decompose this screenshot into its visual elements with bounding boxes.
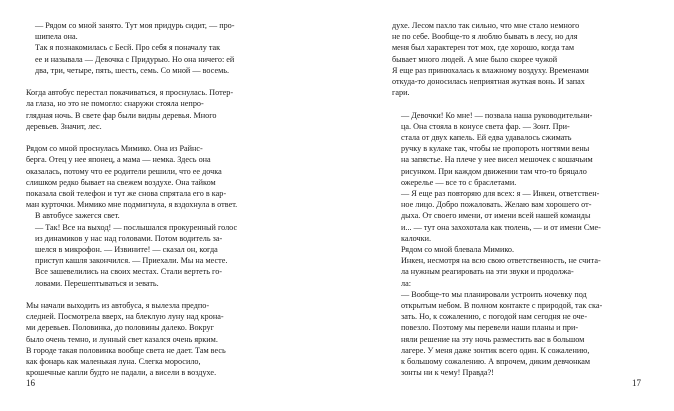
text-line: лагере. У меня даже зонтик всего один. К сожалению, — [401, 345, 590, 355]
text-line: показала свой телефон и тут же снова спрятала его в кар- — [26, 189, 227, 199]
paragraph — [26, 210, 304, 221]
text-line: было очень темно, и лунный свет казался очень ярким. — [26, 334, 218, 344]
text-line: — Рядом со мной занято. Тут моя придурь сидит, — про- — [35, 21, 235, 30]
text-line: зать. Но, к сожалению, с погодой нам сегодня не оче- — [401, 312, 588, 322]
text-line: В автобусе зажегся свет. — [35, 211, 120, 221]
text-line: Я еще раз принюхалась к влажному воздуху. Временами — [392, 65, 589, 75]
page-number-right: 17 — [632, 378, 641, 388]
text-line: ла глаза, но это не помогло: снаружи стояла непро- — [26, 99, 204, 109]
text-line: к большому сожалению. А впрочем, диким девчонкам — [401, 357, 591, 367]
page-number-left: 16 — [26, 378, 35, 388]
text-line: ла: — [401, 278, 412, 288]
paragraph — [26, 300, 304, 378]
text-line: как фонарь как маленькая луна. Слегка моросило, — [26, 357, 201, 367]
text-line: слишком редко бывает на свежем воздухе. Она тайком — [26, 177, 216, 187]
text-line: ман курточки. Мимико мне подмигнула, я вздохнула в ответ. — [26, 200, 238, 210]
text-line: берга. Отец у нее японец, а мама — немка. Здесь она — [26, 155, 211, 165]
text-line: зонты ни к чему! Правда?! — [401, 368, 494, 378]
text-line: глядная ночь. В свете фар были видны деревья. Много — [26, 110, 217, 120]
text-line: ное лицо. Добро пожаловать. Желаю вам хорошего от- — [401, 200, 592, 210]
paragraph — [26, 143, 304, 210]
paragraph — [26, 42, 304, 76]
text-line: рисунком. При каждом движении там что-то бряцало — [401, 166, 587, 176]
paragraph — [392, 188, 648, 244]
text-line: бывает много людей. А мне было скорее чужой — [392, 54, 558, 64]
paragraph — [392, 110, 648, 188]
text-line: ожерелье — все то с браслетами. — [401, 177, 517, 187]
text-line: Инкен, несмотря на всю свою ответственность, не счита- — [401, 256, 601, 266]
text-line: калочки. — [401, 233, 432, 243]
paragraph — [26, 222, 304, 267]
text-line: крошечные капли будто не падали, а висели в воздухе. — [26, 368, 217, 378]
text-line: оказалась, потому что ее родители решили, что ее дочка — [26, 166, 222, 176]
paragraph — [392, 20, 648, 98]
paragraph — [26, 266, 304, 288]
text-line: Рядом со мной проснулась Мимико. Она из Райнс- — [26, 144, 203, 154]
text-line: гари. — [392, 88, 410, 98]
text-line: на запястье. На плече у нее висел мешочек с кошачьим — [401, 155, 593, 165]
text-line: шелся в микрофон. — Извините! — сказал он, когда — [35, 245, 218, 255]
paragraph — [392, 289, 648, 379]
text-line: духе. Лесом пахло так сильно, что мне стало немного — [392, 21, 580, 30]
text-line: — Так! Все на выход! — послышался прокуренный голос — [35, 222, 238, 232]
paragraph — [392, 244, 648, 255]
text-line: дыха. От своего имени, от имени всей нашей команды — [401, 211, 591, 221]
text-line: — Вообще-то мы планировали устроить ночевку под — [401, 289, 587, 299]
text-line: открытым небом. В полном контакте с природой, так ска- — [401, 301, 603, 311]
text-line: ее и называла — Девочка с Придурью. Но она ничего: ей — [35, 54, 235, 64]
text-line: следней. Посмотрела вверх, на блеклую луну над крона- — [26, 312, 224, 322]
paragraph — [26, 87, 304, 132]
text-line: ручку в кулаке так, чтобы не пропороть ногтями вены — [401, 144, 590, 154]
text-line: деревьев. Значит, лес. — [26, 121, 102, 131]
text-line: Все зашевелились на своих местах. Стали вертеть го- — [35, 267, 223, 277]
text-line: и... — тут она захохотала как тюлень, — и от имени Сме- — [401, 222, 601, 232]
text-line: не по себе. Вообще-то я люблю бывать в лесу, но для — [392, 32, 578, 42]
text-line: Рядом со мной блевала Мимико. — [401, 245, 515, 255]
text-line: шипела она. — [35, 32, 78, 42]
text-line: меня был характерен тот мох, где хорошо, когда там — [392, 43, 575, 53]
text-line: Так я познакомилась с Бесй. Про себя я поначалу так — [35, 43, 221, 53]
text-line: ми деревьев. Половинка, до половины далеко. Вокруг — [26, 323, 214, 333]
text-line: два, три, четыре, пять, шесть, семь. Со мной — восемь. — [35, 65, 230, 75]
text-line: ловами. Перешептываться и зевать. — [35, 278, 159, 288]
text-line: ца. Она стояла в конусе света фар. — Зонт. При- — [401, 121, 570, 131]
text-line: повезло. Поэтому мы перевели наши планы и при- — [401, 323, 579, 333]
left-page — [26, 20, 304, 378]
text-line: ла нужным реагировать на эти звуки и продолжа- — [401, 267, 574, 277]
text-line: приступ кашля закончился. — Приехали. Мы на месте. — [35, 256, 228, 266]
paragraph — [392, 255, 648, 289]
right-page — [392, 20, 648, 378]
text-line: — Я еще раз повторяю для всех: я — Инкен, ответствен- — [401, 189, 600, 199]
text-line: стала от двух капель. Ей едва удавалось сжимать — [401, 133, 572, 143]
text-line: откуда-то доносилась неприятная жуткая вонь. И запах — [392, 77, 585, 87]
text-line: Когда автобус перестал покачиваться, я проснулась. Потер- — [26, 88, 234, 98]
text-line: В городе такая половинка вообще света не дает. Там весь — [26, 345, 226, 355]
paragraph — [26, 20, 304, 42]
text-line: — Девочки! Ко мне! — позвала наша руководительни- — [401, 110, 593, 120]
text-line: Мы начали выходить из автобуса, я вылезла предпо- — [26, 301, 210, 311]
text-line: няли решение на эту ночь разместить вас в большом — [401, 334, 585, 344]
text-line: из динамиков у нас над головами. Потом водитель за- — [35, 233, 223, 243]
